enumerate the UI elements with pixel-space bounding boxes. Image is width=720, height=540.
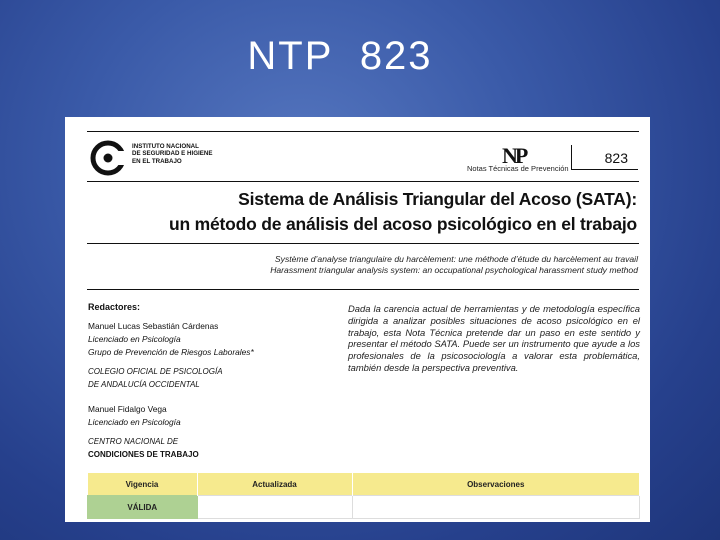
document-title-line2: un método de análisis del acoso psicológico en el trabajo: [168, 214, 637, 234]
document-page: [65, 117, 650, 522]
number-box: [571, 145, 638, 170]
validity-table: [87, 473, 640, 519]
author-organization: CONDICIONES DE TRABAJO: [88, 450, 199, 459]
table-header-row: [88, 473, 640, 496]
author-title: Licenciado en Psicología: [88, 417, 181, 427]
slide-title: NTP 823: [247, 34, 433, 78]
document-title-line1: Sistema de Análisis Triangular del Acoso (SATA):: [238, 189, 637, 209]
header-actualizada: Actualizada: [197, 473, 352, 496]
ntp-number: 823: [604, 150, 628, 166]
series-label: Notas Técnicas de Prevención: [467, 164, 569, 173]
author-organization: DE ANDALUCÍA OCCIDENTAL: [88, 380, 200, 389]
observations-cell: [352, 496, 640, 519]
top-rule: [87, 131, 639, 132]
authors-block: [88, 301, 318, 461]
author-group: Grupo de Prevención de Riesgos Laborales*: [88, 347, 254, 357]
header-observaciones: Observaciones: [352, 473, 640, 496]
institution-line: DE SEGURIDAD E HIGIENE: [132, 150, 213, 158]
insht-logo-icon: [89, 139, 127, 177]
author-organization: CENTRO NACIONAL DE: [88, 437, 179, 446]
institution-line: INSTITUTO NACIONAL: [132, 143, 199, 150]
title-rule-top: [87, 181, 639, 182]
subtitle-rule: [87, 289, 639, 290]
ntp-logo: NP: [502, 143, 526, 168]
updated-cell: [197, 496, 352, 519]
table-row: [88, 496, 640, 519]
author-title: Licenciado en Psicología: [88, 334, 181, 344]
author-name: Manuel Lucas Sebastián Cárdenas: [88, 321, 219, 331]
author-name: Manuel Fidalgo Vega: [88, 404, 167, 414]
validity-status-cell: VÁLIDA: [88, 496, 198, 519]
header-vigencia: Vigencia: [88, 473, 198, 496]
institution-name: [132, 143, 222, 165]
abstract-text: Dada la carencia actual de herramientas y de metodología específica dirigida a analizar posibles situaciones de acoso psicológico en el trabajo, esta Nota Técnica pretende dar un paso en este sentido y presentar el método SATA. Puede ser un instrumento que ayude a los profesionales de la psicosociología a valorar esta problemática, también desde la perspectiva preventiva.: [348, 303, 640, 373]
subtitle-english: Harassment triangular analysis system: an occupational psychological harassment study method: [270, 265, 638, 275]
author-organization: COLEGIO OFICIAL DE PSICOLOGÍA: [88, 367, 223, 376]
subtitle-french: Système d’analyse triangulaire du harcèlement: une méthode d’étude du harcèlement au travail: [274, 254, 638, 264]
title-rule-bottom: [87, 243, 639, 244]
institution-line: EN EL TRABAJO: [132, 157, 182, 165]
authors-heading: Redactores:: [88, 302, 141, 312]
